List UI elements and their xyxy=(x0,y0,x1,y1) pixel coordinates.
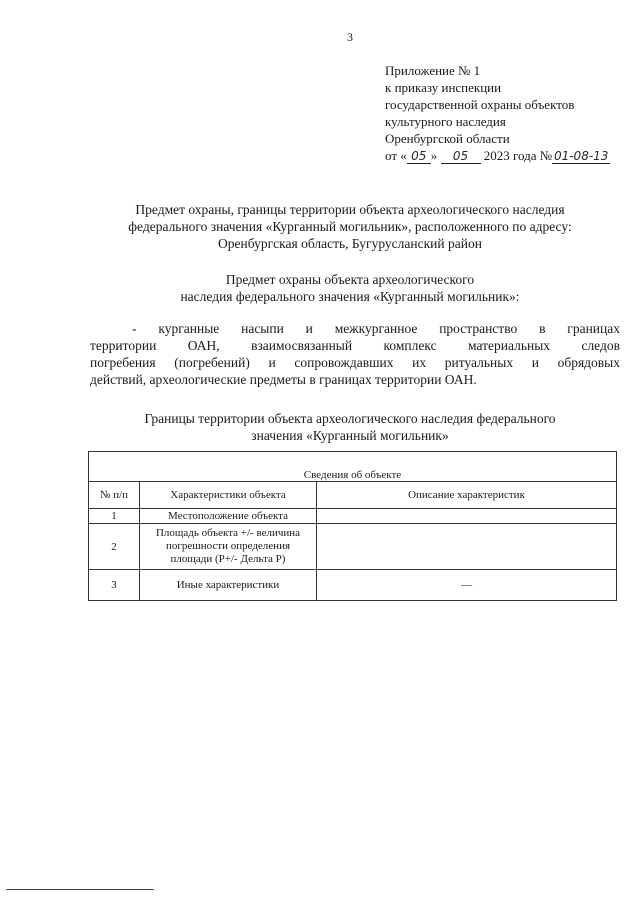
paragraph-line: погребения (погребений) и сопровождавших их ритуальных и обрядовых xyxy=(90,355,620,370)
page-number: 3 xyxy=(347,30,353,44)
borders-line: Границы территории объекта археологического наследия федерального xyxy=(144,411,556,426)
annex-line: государственной охраны объектов xyxy=(385,97,575,112)
characteristic-line: площади (P+/- Дельта P) xyxy=(170,553,286,565)
subtitle-line: наследия федерального значения «Курганный могильник»: xyxy=(180,289,520,304)
characteristic-line: погрешности определения xyxy=(165,540,291,552)
annex-header xyxy=(385,62,610,164)
row-description: — xyxy=(317,570,617,601)
header-description: Описание характеристик xyxy=(317,482,617,509)
table-row xyxy=(89,509,617,524)
order-number: 01-08-13 xyxy=(553,149,609,163)
annex-title: Приложение № 1 xyxy=(385,63,481,78)
table-row xyxy=(89,524,617,570)
borders-heading xyxy=(80,410,620,444)
annex-line: Оренбургской области xyxy=(385,131,510,146)
date-year: 2023 года № xyxy=(483,148,553,163)
protection-subject-text xyxy=(90,320,620,388)
subtitle-line: Предмет охраны объекта археологического xyxy=(225,272,475,287)
title-line: Оренбургская область, Бугурусланский район xyxy=(218,236,482,251)
row-characteristic: Местоположение объекта xyxy=(140,509,317,524)
date-day: 05 xyxy=(407,149,431,164)
row-characteristic: Иные характеристики xyxy=(140,570,317,601)
paragraph-line: действий, археологические предметы в границах территории ОАН. xyxy=(90,372,477,387)
row-characteristic xyxy=(140,524,317,570)
date-prefix: от « xyxy=(385,148,407,163)
table-caption: Сведения об объекте xyxy=(89,452,617,482)
row-description xyxy=(317,524,617,570)
object-info-table xyxy=(88,451,617,601)
row-number: 3 xyxy=(89,570,140,601)
annex-date-line xyxy=(385,147,610,164)
title-line: федерального значения «Курганный могильник», расположенного по адресу: xyxy=(128,219,572,234)
date-mid: » xyxy=(430,148,438,163)
header-characteristics: Характеристики объекта xyxy=(140,482,317,509)
header-number: № п/п xyxy=(89,482,140,509)
paragraph-line: - курганные насыпи и межкурганное пространство в границах xyxy=(132,321,620,336)
borders-line: значения «Курганный могильник» xyxy=(251,428,449,443)
table-row xyxy=(89,570,617,601)
annex-line: культурного наследия xyxy=(385,114,506,129)
date-month: 05 xyxy=(441,149,481,164)
paragraph-line: территории ОАН, взаимосвязанный комплекс материальных следов xyxy=(90,338,620,353)
row-number: 2 xyxy=(89,524,140,570)
document-title xyxy=(80,201,620,252)
row-number: 1 xyxy=(89,509,140,524)
title-line: Предмет охраны, границы территории объекта археологического наследия xyxy=(135,202,565,217)
row-description xyxy=(317,509,617,524)
characteristic-line: Площадь объекта +/- величина xyxy=(155,527,301,539)
annex-line: к приказу инспекции xyxy=(385,80,502,95)
protection-subject-heading xyxy=(80,271,620,305)
footer-divider xyxy=(6,889,154,890)
